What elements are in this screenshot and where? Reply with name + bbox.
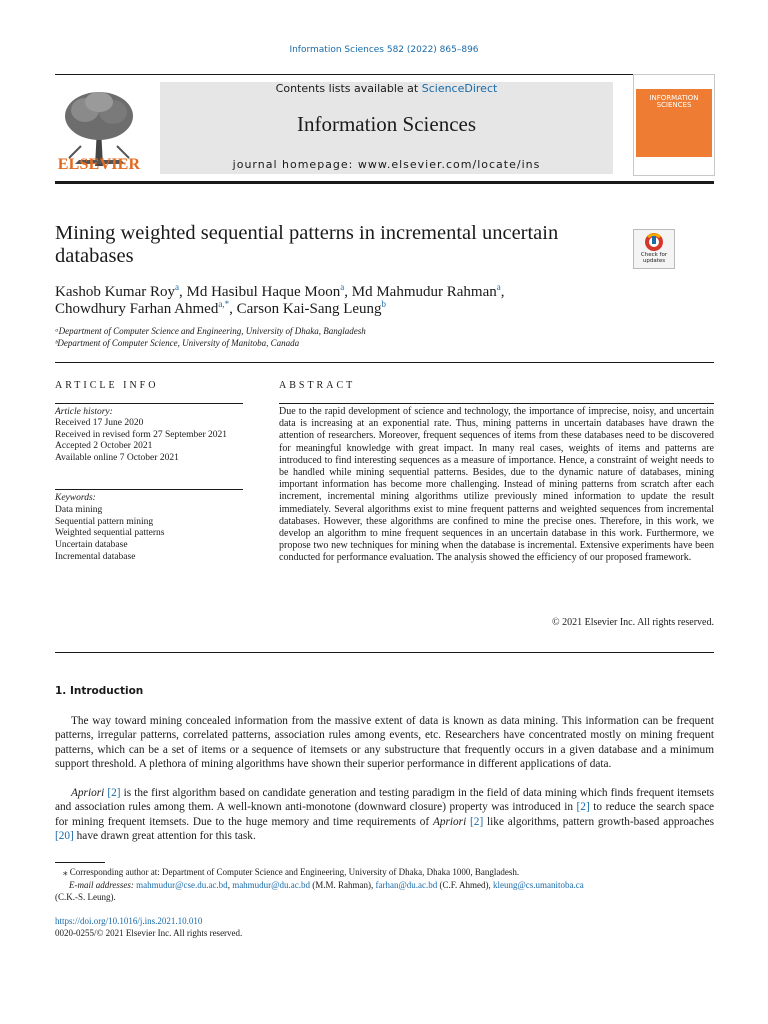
contents-prefix: Contents lists available at: [275, 82, 422, 95]
intro-p2-text: to reduce the search space for mining frequent itemsets. Due to the huge memory and time requirements of: [55, 801, 714, 828]
check-updates-label: Check for updates: [640, 252, 668, 264]
history-item: Accepted 2 October 2021: [55, 441, 153, 452]
reference-link[interactable]: [2]: [470, 815, 484, 828]
keywords-rule: [55, 489, 243, 490]
keywords-label: Keywords:: [55, 493, 96, 503]
keyword-item: Uncertain database: [55, 540, 128, 551]
journal-cover-thumbnail[interactable]: [633, 74, 715, 176]
history-item: Received in revised form 27 September 2021: [55, 429, 228, 440]
reference-link[interactable]: [20]: [55, 829, 74, 842]
author-affil-mark[interactable]: a: [175, 282, 179, 292]
email-owner: (M.M. Rahman),: [312, 879, 374, 890]
issn-copyright: 0020-0255/© 2021 Elsevier Inc. All rights reserved.: [55, 928, 243, 938]
contents-line: [160, 82, 613, 95]
author-sep: ,: [500, 284, 505, 300]
email-owner: (C.F. Ahmed),: [439, 879, 491, 890]
corresponding-author-note: [55, 866, 714, 879]
article-history-label: Article history:: [55, 407, 113, 417]
intro-p2-text: like algorithms, pattern growth-based approaches: [483, 815, 714, 828]
corresponding-mark: ⁎: [63, 867, 68, 877]
abstract-text: Due to the rapid development of science and technology, the importance of imprecise, noisy, and uncertain data is increasing at an exponential rate. Thus, mining patterns in uncertain databases have drawn the attention of researchers. Moreover, frequent sequences of items from these databases need to be discovered for meaningful knowledge with great impact. In many real cases, weights of items and patterns are introduced to find interesting sequences as a measure of importance. Hence, a constraint of weight needs to be handled while mining sequential patterns. Besides, due to the dynamic nature of databases, mining important information has become more challenging. Instead of mining patterns from scratch after each increment, incremental mining algorithms utilize previously mined information to update the result immediately. Several algorithms exist to mine frequent patterns and weighted sequences from incremental databases. However, these algorithms are confined to mine the precise ones. Therefore, in this work, we develop an algorithm to mine frequent sequences in an uncertain database in this work. Furthermore, we propose two new techniques for mining when the database is incremental. Extensive experiments have been conducted for performance evaluation. The analysis showed the efficiency of our proposed framework.: [279, 406, 714, 564]
elsevier-wordmark: ELSEVIER: [57, 156, 141, 173]
email-link[interactable]: mahmudur@du.ac.bd: [232, 879, 310, 890]
article-history-list: [55, 418, 241, 465]
author-sep: ,: [344, 284, 352, 300]
abstract-heading: ABSTRACT: [279, 380, 356, 391]
history-item: Available online 7 October 2021: [55, 453, 179, 464]
check-updates-icon: [634, 230, 674, 252]
doi-link[interactable]: https://doi.org/10.1016/j.ins.2021.10.010: [55, 916, 203, 926]
intro-p1-text: The way toward mining concealed information from the massive extent of data is known as data mining. This information can be frequent patterns, irregular patterns, correlated patterns, association rules among events, etc. Researchers have concentrated mostly on mining frequent patterns, which can be a set of items or a sequence of itemsets or any substructure that frequently occurs in a given database and a minimum support threshold. A plethora of mining algorithms have shown their superior performance in different applications of data.: [55, 715, 714, 770]
footnote-rule: [55, 862, 105, 863]
author-sep: ,: [229, 301, 237, 317]
sciencedirect-link[interactable]: ScienceDirect: [421, 82, 498, 95]
intro-p2-text: is the first algorithm based on candidate generation and testing paradigm in the field of data mining which finds frequent itemsets and association rules among them. A well-known anti-monotone (downward closure) property was introduced in: [55, 787, 714, 814]
history-item: Received 17 June 2020: [55, 418, 144, 428]
author-name[interactable]: Md Mahmudur Rahman: [351, 284, 497, 300]
author-affil-mark[interactable]: a: [340, 282, 345, 292]
intro-paragraph-1: [55, 714, 714, 771]
title-block-rule: [55, 362, 714, 363]
email-link[interactable]: mahmudur@cse.du.ac.bd: [136, 879, 228, 890]
abstract-bottom-rule: [55, 652, 714, 653]
reference-link[interactable]: [2]: [107, 787, 121, 799]
email-link[interactable]: kleung@cs.umanitoba.ca: [493, 879, 584, 890]
author-name[interactable]: Kashob Kumar Roy: [55, 284, 175, 300]
header-top-rule: [55, 74, 714, 75]
footnotes: [55, 866, 714, 904]
corresponding-text: Corresponding author at: Department of Computer Science and Engineering, University of Dhaka, Dhaka 1000, Bangladesh.: [67, 867, 520, 877]
keyword-item: Incremental database: [55, 551, 136, 562]
author-line-2: [55, 299, 386, 318]
keywords-list: [55, 505, 241, 564]
author-affil-mark[interactable]: a,*: [218, 299, 230, 309]
email-note: E-mail addresses: mahmudur@cse.du.ac.bd, mahmudur@du.ac.bd (M.M. Rahman), farhan@du.ac.bd (C.F. Ahmed), kleung@cs.umanitoba.ca (C.K.-S. Leung).: [55, 879, 584, 902]
affiliation-b: ᵇDepartment of Computer Science, University of Manitoba, Canada: [55, 338, 300, 348]
abstract-rule: [279, 403, 714, 404]
apriori-term: Apriori: [71, 787, 105, 799]
email-label: E-mail addresses:: [69, 879, 134, 890]
intro-p2-text: have drawn great attention for this task.: [73, 829, 256, 842]
keyword-item: Weighted sequential patterns: [55, 528, 165, 539]
check-for-updates-badge[interactable]: [633, 229, 675, 269]
intro-paragraph-2: [55, 786, 714, 843]
author-affil-mark[interactable]: b: [381, 299, 387, 309]
author-sep: ,: [179, 284, 187, 300]
author-name[interactable]: Carson Kai-Sang Leung: [236, 301, 382, 317]
reference-link[interactable]: [2]: [576, 801, 590, 814]
email-link[interactable]: farhan@du.ac.bd: [375, 879, 438, 890]
header-bottom-rule: [55, 181, 714, 184]
section-heading-introduction: 1. Introduction: [55, 685, 144, 697]
author-name[interactable]: Chowdhury Farhan Ahmed: [55, 301, 219, 317]
author-affil-mark[interactable]: a: [496, 282, 501, 292]
cover-title: INFORMATION SCIENCES: [649, 94, 699, 109]
email-owner: (C.K.-S. Leung).: [55, 892, 116, 902]
keyword-item: Data mining: [55, 505, 103, 515]
journal-citation-link[interactable]: Information Sciences 582 (2022) 865–896: [289, 45, 479, 55]
article-info-rule: [55, 403, 243, 404]
abstract-copyright: © 2021 Elsevier Inc. All rights reserved.: [551, 617, 714, 628]
article-info-heading: ARTICLE INFO: [55, 380, 159, 391]
keyword-item: Sequential pattern mining: [55, 516, 154, 527]
apriori-term: Apriori: [432, 815, 467, 828]
journal-homepage-link[interactable]: journal homepage: www.elsevier.com/locate/ins: [232, 158, 541, 171]
author-name[interactable]: Md Hasibul Haque Moon: [186, 284, 341, 300]
article-title: Mining weighted sequential patterns in incremental uncertain databases: [55, 222, 559, 267]
journal-title: Information Sciences: [296, 112, 477, 136]
affiliation-a: ᵃDepartment of Computer Science and Engineering, University of Dhaka, Bangladesh: [55, 326, 366, 336]
